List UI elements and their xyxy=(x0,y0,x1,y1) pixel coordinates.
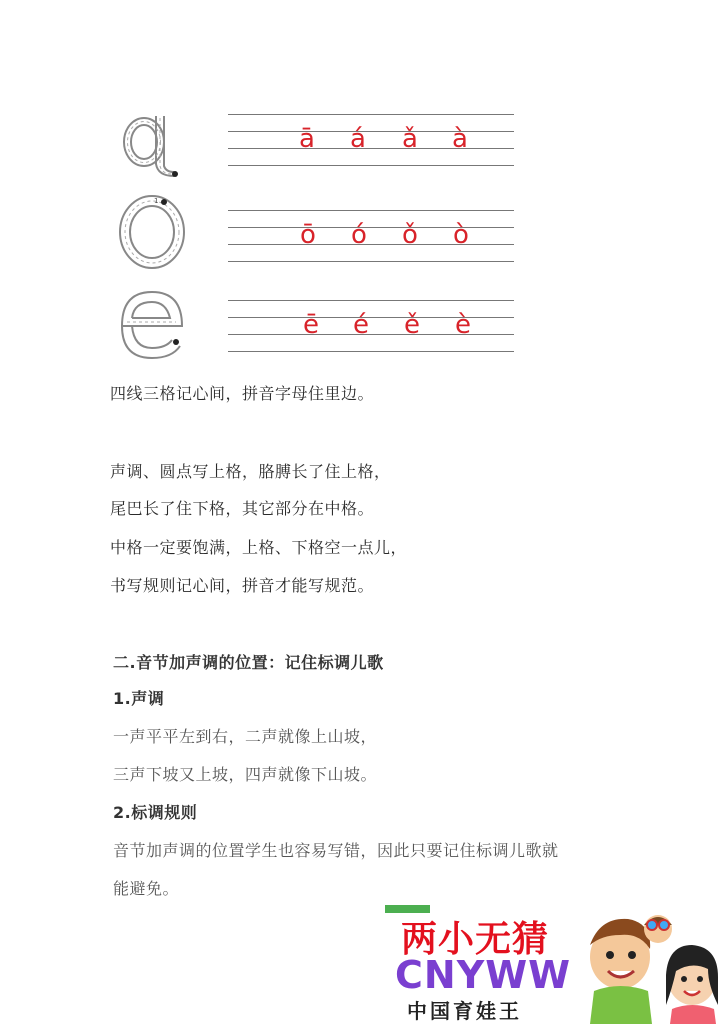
brand-name-en: CNYWW xyxy=(395,953,572,997)
tone-e-3: ě xyxy=(404,310,420,340)
rhyme-line: 书写规则记心间，拼音才能写规范。 xyxy=(110,576,375,595)
letter-row-o xyxy=(0,190,724,280)
section-title: 二.音节加声调的位置：记住标调儿歌 xyxy=(113,653,384,672)
cartoon-kids-illustration xyxy=(580,905,724,1024)
rhyme-line: 中格一定要饱满，上格、下格空一点儿， xyxy=(110,538,408,557)
letter-a-stroke-guide xyxy=(112,102,194,184)
tone-a-4: à xyxy=(452,124,468,154)
subsection-title-rules: 2.标调规则 xyxy=(113,803,198,822)
letter-o-stroke-guide xyxy=(112,192,194,274)
tone-a-3: ǎ xyxy=(402,124,418,154)
rules-paragraph-line: 音节加声调的位置学生也容易写错，因此只要记住标调儿歌就 xyxy=(113,841,559,860)
brand-watermark xyxy=(385,905,724,1024)
tone-e-1: ē xyxy=(303,310,319,340)
tone-e-4: è xyxy=(455,310,471,340)
letter-e-stroke-guide xyxy=(112,282,194,364)
svg-text:1: 1 xyxy=(154,197,159,205)
tone-o-3: ǒ xyxy=(402,220,418,250)
brand-name-cn: 两小无猜 xyxy=(401,919,550,960)
rhyme-line: 声调、圆点写上格，胳膊长了住上格， xyxy=(110,462,391,481)
tone-o-4: ò xyxy=(453,220,469,250)
subsection-title-tones: 1.声调 xyxy=(113,689,165,708)
rules-paragraph-line: 能避免。 xyxy=(113,879,180,898)
tone-a-1: ā xyxy=(299,124,315,154)
tone-rhyme-line: 一声平平左到右，二声就像上山坡， xyxy=(113,727,378,746)
tone-a-2: á xyxy=(350,124,366,154)
tone-rhyme-line: 三声下坡又上坡，四声就像下山坡。 xyxy=(113,765,378,784)
letter-row-a xyxy=(0,100,724,190)
tone-o-2: ó xyxy=(351,220,367,250)
tone-o-1: ō xyxy=(300,220,316,250)
tone-e-2: é xyxy=(353,310,369,340)
letter-row-e xyxy=(0,280,724,370)
brand-subtitle: 中国育娃王 xyxy=(407,999,522,1023)
rhyme-line: 尾巴长了住下格，其它部分在中格。 xyxy=(110,499,375,518)
rhyme-intro: 四线三格记心间，拼音字母住里边。 xyxy=(110,384,375,403)
